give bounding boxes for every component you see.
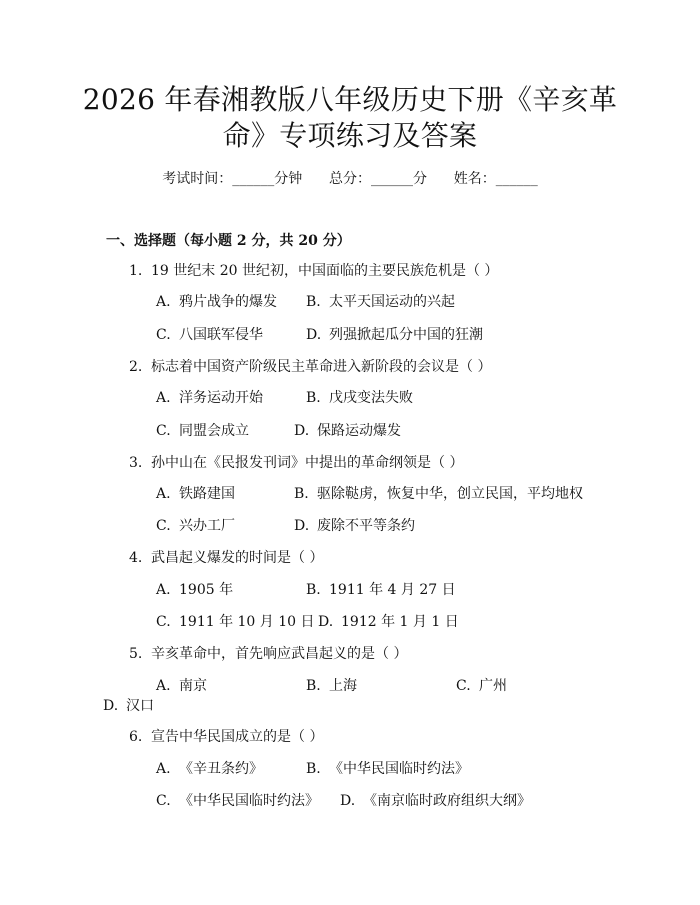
- option-label: B.: [306, 294, 321, 310]
- option-text: 《辛丑条约》: [179, 761, 263, 777]
- question-2: [129, 358, 491, 376]
- question-3-option-b: [294, 485, 583, 503]
- option-text: 铁路建国: [179, 486, 235, 502]
- question-2-option-c: [156, 422, 249, 440]
- option-text: 列强掀起瓜分中国的狂潮: [329, 327, 483, 343]
- option-text: 汉口: [126, 698, 154, 714]
- option-text: 《南京临时政府组织大纲》: [363, 793, 531, 809]
- question-number: 4.: [129, 550, 143, 566]
- option-label: A.: [156, 761, 171, 777]
- question-text: 孙中山在《民报发刊词》中提出的革命纲领是（ ）: [151, 455, 464, 471]
- option-text: 鸦片战争的爆发: [179, 294, 277, 310]
- question-4-option-d: [318, 613, 459, 631]
- option-label: B.: [294, 486, 309, 502]
- option-label: D.: [306, 327, 322, 343]
- question-number: 5.: [129, 646, 143, 662]
- option-text: 废除不平等条约: [317, 518, 415, 534]
- option-label: B.: [306, 390, 321, 406]
- question-6-option-c: [156, 792, 319, 810]
- question-1: [129, 262, 498, 280]
- option-text: 上海: [329, 678, 357, 694]
- question-1-option-d: [306, 326, 483, 344]
- option-label: C.: [156, 327, 171, 343]
- option-label: C.: [156, 518, 171, 534]
- option-text: 《中华民国临时约法》: [179, 793, 319, 809]
- question-number: 6.: [129, 729, 143, 745]
- question-6: [129, 728, 323, 746]
- question-5-option-b: [306, 677, 357, 695]
- option-label: D.: [294, 423, 310, 439]
- option-label: A.: [156, 582, 171, 598]
- option-label: C.: [156, 423, 171, 439]
- question-text: 辛亥革命中，首先响应武昌起义的是（ ）: [151, 646, 408, 662]
- question-2-option-d: [294, 422, 401, 440]
- option-label: A.: [156, 486, 171, 502]
- question-3-option-c: [156, 517, 235, 535]
- question-4: [129, 549, 323, 567]
- page-title-line-1: 2026 年春湘教版八年级历史下册《辛亥革: [82, 83, 618, 116]
- question-text: 宣告中华民国成立的是（ ）: [151, 729, 324, 745]
- question-4-option-a: [156, 581, 233, 599]
- question-5-option-c: [456, 677, 507, 695]
- option-text: 驱除鞑虏，恢复中华，创立民国，平均地权: [317, 486, 583, 502]
- option-label: B.: [306, 582, 321, 598]
- option-label: B.: [306, 761, 321, 777]
- option-label: D.: [340, 793, 356, 809]
- question-number: 2.: [129, 359, 143, 375]
- option-label: C.: [456, 678, 471, 694]
- option-text: 1905 年: [179, 582, 234, 598]
- question-5-option-a: [156, 677, 207, 695]
- option-label: A.: [156, 390, 171, 406]
- question-5: [129, 645, 407, 663]
- option-label: D.: [103, 698, 119, 714]
- question-2-option-a: [156, 389, 263, 407]
- question-text: 武昌起义爆发的时间是（ ）: [151, 550, 324, 566]
- option-text: 1911 年 10 月 10 日: [179, 614, 315, 630]
- option-label: A.: [156, 678, 171, 694]
- option-label: D.: [294, 518, 310, 534]
- option-label: B.: [306, 678, 321, 694]
- exam-meta-info: 考试时间：______分钟 总分：______分 姓名：______: [162, 171, 538, 187]
- option-text: 保路运动爆发: [317, 423, 401, 439]
- option-text: 洋务运动开始: [179, 390, 263, 406]
- option-text: 1912 年 1 月 1 日: [341, 614, 459, 630]
- option-label: D.: [318, 614, 334, 630]
- question-2-option-b: [306, 389, 413, 407]
- option-text: 八国联军侵华: [179, 327, 263, 343]
- section-heading-multiple-choice: 一、选择题（每小题 2 分，共 20 分）: [106, 233, 351, 249]
- option-text: 南京: [179, 678, 207, 694]
- question-4-option-b: [306, 581, 456, 599]
- question-6-option-a: [156, 760, 263, 778]
- question-4-option-c: [156, 613, 315, 631]
- option-text: 兴办工厂: [179, 518, 235, 534]
- option-text: 《中华民国临时约法》: [329, 761, 469, 777]
- option-text: 太平天国运动的兴起: [329, 294, 455, 310]
- option-text: 戊戌变法失败: [329, 390, 413, 406]
- question-number: 1.: [129, 263, 143, 279]
- question-text: 19 世纪末 20 世纪初，中国面临的主要民族危机是（ ）: [151, 263, 499, 279]
- question-1-option-a: [156, 293, 277, 311]
- question-3-option-d: [294, 517, 415, 535]
- option-text: 同盟会成立: [179, 423, 249, 439]
- option-text: 广州: [479, 678, 507, 694]
- option-text: 1911 年 4 月 27 日: [329, 582, 456, 598]
- question-3-option-a: [156, 485, 235, 503]
- question-6-option-d: [340, 792, 531, 810]
- question-1-option-c: [156, 326, 263, 344]
- question-6-option-b: [306, 760, 469, 778]
- option-label: A.: [156, 294, 171, 310]
- question-1-option-b: [306, 293, 455, 311]
- question-5-option-d: [103, 697, 154, 715]
- question-text: 标志着中国资产阶级民主革命进入新阶段的会议是（ ）: [151, 359, 492, 375]
- option-label: C.: [156, 614, 171, 630]
- question-3: [129, 454, 463, 472]
- page-title-line-2: 命》专项练习及答案: [222, 119, 478, 152]
- question-number: 3.: [129, 455, 143, 471]
- option-label: C.: [156, 793, 171, 809]
